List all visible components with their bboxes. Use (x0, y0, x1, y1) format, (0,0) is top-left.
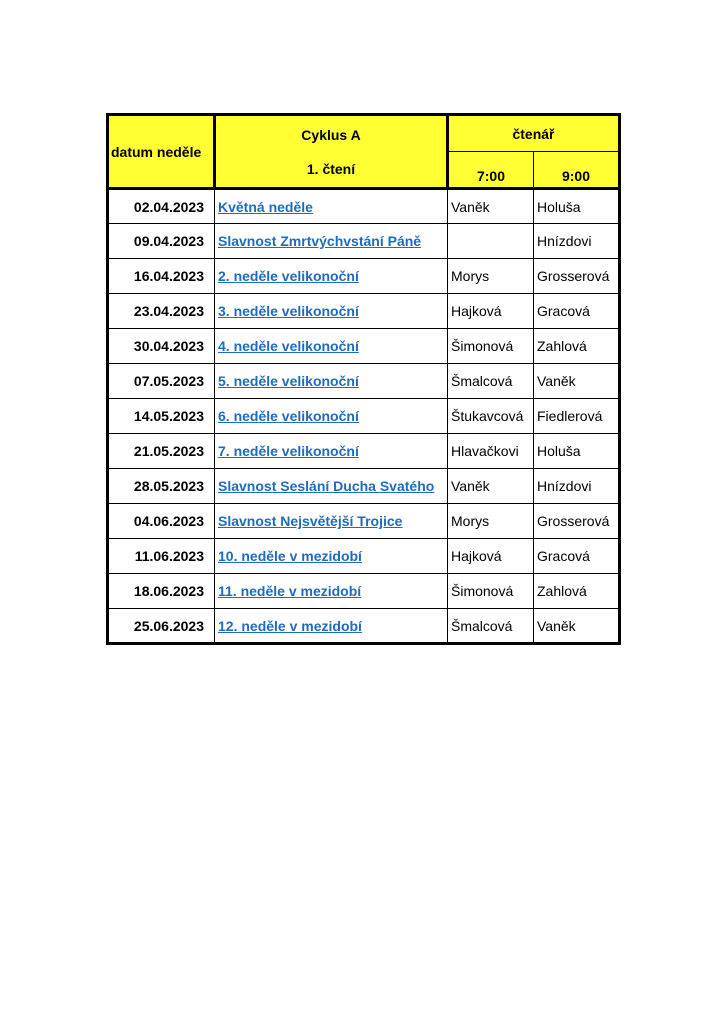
row-title-cell (215, 539, 448, 574)
row-title-cell (215, 259, 448, 294)
reader-9: Zahlová (534, 574, 620, 609)
celebration-link[interactable]: Květná neděle (218, 198, 313, 215)
table-row (108, 189, 620, 224)
table-row (108, 259, 620, 294)
row-title-cell (215, 189, 448, 224)
table-row (108, 609, 620, 644)
row-date: 02.04.2023 (108, 189, 215, 224)
row-date: 04.06.2023 (108, 504, 215, 539)
reader-7: Vaněk (448, 189, 534, 224)
table-row (108, 504, 620, 539)
row-title-cell (215, 609, 448, 644)
header-time-9: 9:00 (534, 152, 620, 189)
reader-9: Hnízdovi (534, 224, 620, 259)
table-row (108, 294, 620, 329)
reader-9: Gracová (534, 539, 620, 574)
reader-7: Štukavcová (448, 399, 534, 434)
celebration-link[interactable]: 4. neděle velikonoční (218, 338, 359, 354)
reader-7: Šimonová (448, 574, 534, 609)
row-date: 16.04.2023 (108, 259, 215, 294)
reader-9: Vaněk (534, 609, 620, 644)
celebration-link[interactable]: 7. neděle velikonoční (218, 443, 359, 459)
reader-9: Hnízdovi (534, 469, 620, 504)
table-row (108, 364, 620, 399)
reader-7 (448, 224, 534, 259)
header-reading-label: 1. čtení (306, 160, 356, 177)
table-row (108, 434, 620, 469)
reader-9: Fiedlerová (534, 399, 620, 434)
reader-7: Hlavačkovi (448, 434, 534, 469)
row-date: 11.06.2023 (108, 539, 215, 574)
row-date: 09.04.2023 (108, 224, 215, 259)
reader-9: Zahlová (534, 329, 620, 364)
table-row (108, 574, 620, 609)
row-title-cell (215, 504, 448, 539)
reader-7: Morys (448, 504, 534, 539)
table-row (108, 469, 620, 504)
reader-7: Šmalcová (448, 364, 534, 399)
table-row (108, 399, 620, 434)
celebration-link[interactable]: Slavnost Zmrtvýchvstání Páně (218, 233, 422, 249)
row-title-cell (215, 434, 448, 469)
row-title-cell (215, 469, 448, 504)
reader-7: Vaněk (448, 469, 534, 504)
header-date: datum neděle (108, 115, 215, 189)
header-time-7: 7:00 (448, 152, 534, 189)
celebration-link[interactable]: 10. neděle v mezidobí (218, 548, 362, 564)
row-date: 23.04.2023 (108, 294, 215, 329)
row-date: 14.05.2023 (108, 399, 215, 434)
celebration-link[interactable]: Slavnost Seslání Ducha Svatého (218, 478, 435, 494)
reader-9: Gracová (534, 294, 620, 329)
row-date: 07.05.2023 (108, 364, 215, 399)
celebration-link[interactable]: 2. neděle velikonoční (218, 268, 359, 284)
reader-7: Šimonová (448, 329, 534, 364)
header-cycle-label: Cyklus A (301, 126, 361, 143)
celebration-link[interactable]: 12. neděle v mezidobí (218, 617, 362, 634)
row-title-cell (215, 224, 448, 259)
row-title-cell (215, 294, 448, 329)
row-title-cell (215, 574, 448, 609)
reader-7: Hajková (448, 539, 534, 574)
reader-9: Holuša (534, 434, 620, 469)
reader-9: Vaněk (534, 364, 620, 399)
reader-9: Grosserová (534, 259, 620, 294)
row-date: 21.05.2023 (108, 434, 215, 469)
row-date: 18.06.2023 (108, 574, 215, 609)
row-date: 28.05.2023 (108, 469, 215, 504)
reader-7: Morys (448, 259, 534, 294)
table-row (108, 539, 620, 574)
reader-7: Šmalcová (448, 609, 534, 644)
row-title-cell (215, 364, 448, 399)
header-cycle (215, 115, 448, 189)
row-date: 30.04.2023 (108, 329, 215, 364)
reader-9: Grosserová (534, 504, 620, 539)
row-title-cell (215, 399, 448, 434)
celebration-link[interactable]: 11. neděle v mezidobí (218, 583, 362, 599)
table-row (108, 329, 620, 364)
celebration-link[interactable]: 5. neděle velikonoční (218, 373, 359, 389)
row-date: 25.06.2023 (108, 609, 215, 644)
row-title-cell (215, 329, 448, 364)
celebration-link[interactable]: 6. neděle velikonoční (218, 408, 359, 424)
reader-9: Holuša (534, 189, 620, 224)
celebration-link[interactable]: Slavnost Nejsvětější Trojice (218, 513, 403, 529)
table-row (108, 224, 620, 259)
header-reader: čtenář (448, 115, 620, 152)
reader-7: Hajková (448, 294, 534, 329)
reading-schedule-table (106, 113, 621, 645)
celebration-link[interactable]: 3. neděle velikonoční (218, 303, 359, 319)
